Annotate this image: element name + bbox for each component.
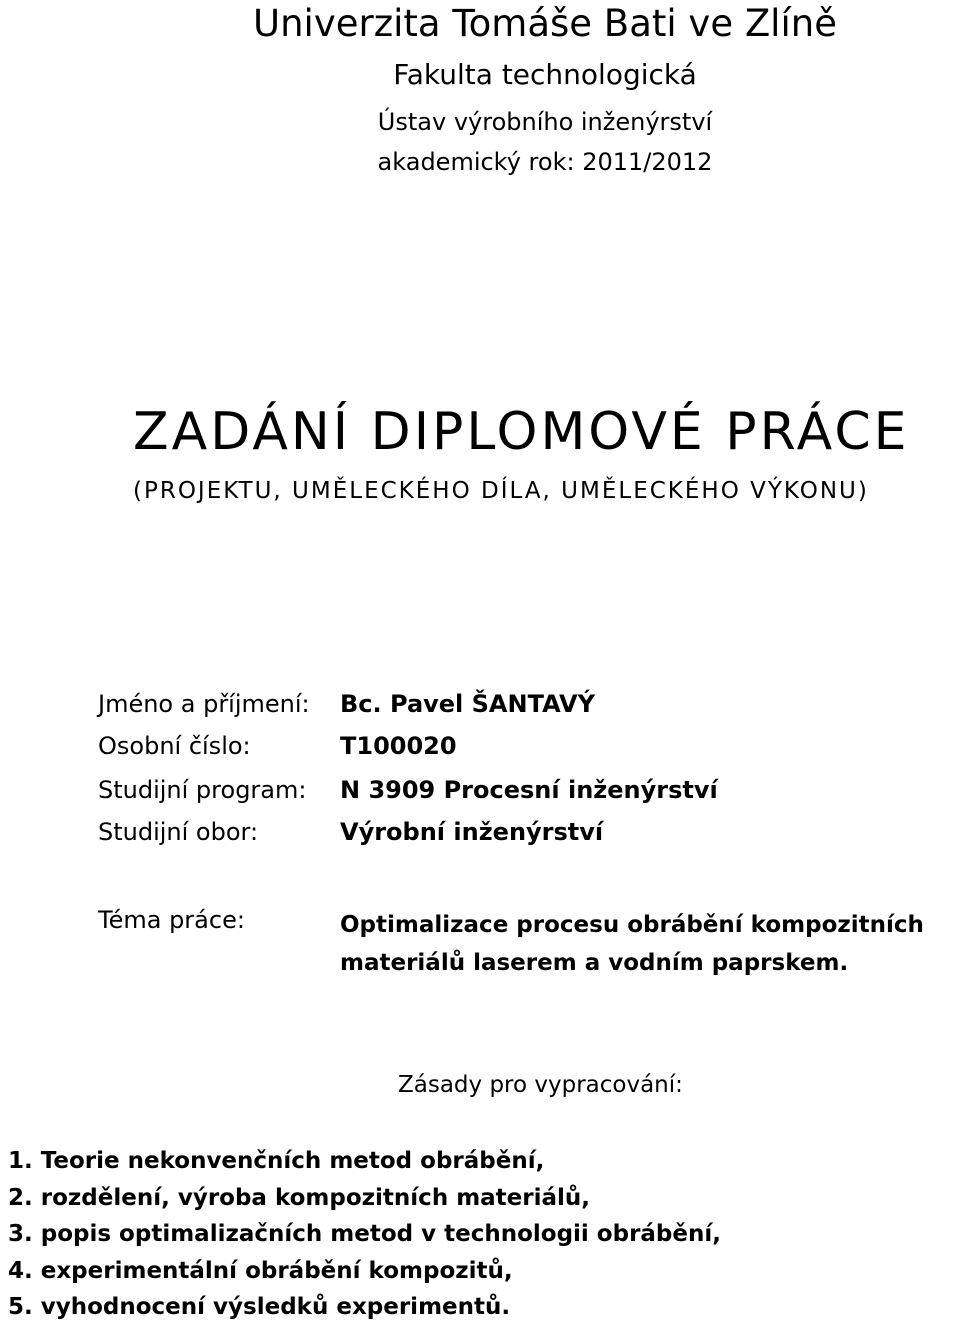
list-item: 2. rozdělení, výroba kompozitních materiálů, bbox=[8, 1184, 591, 1211]
institute-name: Ústav výrobního inženýrství bbox=[377, 108, 713, 136]
personal-number-value: T100020 bbox=[340, 732, 457, 760]
list-item: 3. popis optimalizačních metod v technologii obrábění, bbox=[8, 1221, 721, 1247]
university-name: Univerzita Tomáše Bati ve Zlíně bbox=[253, 2, 837, 45]
faculty-name: Fakulta technologická bbox=[393, 58, 697, 91]
study-field-label: Studijní obor: bbox=[98, 818, 259, 846]
document-subtitle: (PROJEKTU, UMĚLECKÉHO DÍLA, UMĚLECKÉHO VÝKONU) bbox=[133, 478, 869, 504]
study-field-value: Výrobní inženýrství bbox=[340, 818, 604, 846]
name-value: Bc. Pavel ŠANTAVÝ bbox=[340, 690, 595, 718]
theme-label: Téma práce: bbox=[98, 906, 245, 934]
study-program-label: Studijní program: bbox=[98, 776, 307, 804]
principles-heading: Zásady pro vypracování: bbox=[398, 1072, 683, 1098]
study-program-value: N 3909 Procesní inženýrství bbox=[340, 776, 718, 804]
name-label: Jméno a příjmení: bbox=[98, 690, 310, 718]
principles-list bbox=[8, 1143, 721, 1326]
list-item: 1. Teorie nekonvenčních metod obrábění, bbox=[8, 1148, 545, 1174]
academic-year: akademický rok: 2011/2012 bbox=[377, 148, 713, 176]
document-title: ZADÁNÍ DIPLOMOVÉ PRÁCE bbox=[133, 402, 910, 462]
theme-value: Optimalizace procesu obrábění kompozitních materiálů laserem a vodním paprskem. bbox=[340, 912, 924, 976]
personal-number-label: Osobní číslo: bbox=[98, 732, 251, 760]
list-item: 4. experimentální obrábění kompozitů, bbox=[8, 1257, 513, 1284]
list-item: 5. vyhodnocení výsledků experimentů. bbox=[8, 1294, 511, 1320]
